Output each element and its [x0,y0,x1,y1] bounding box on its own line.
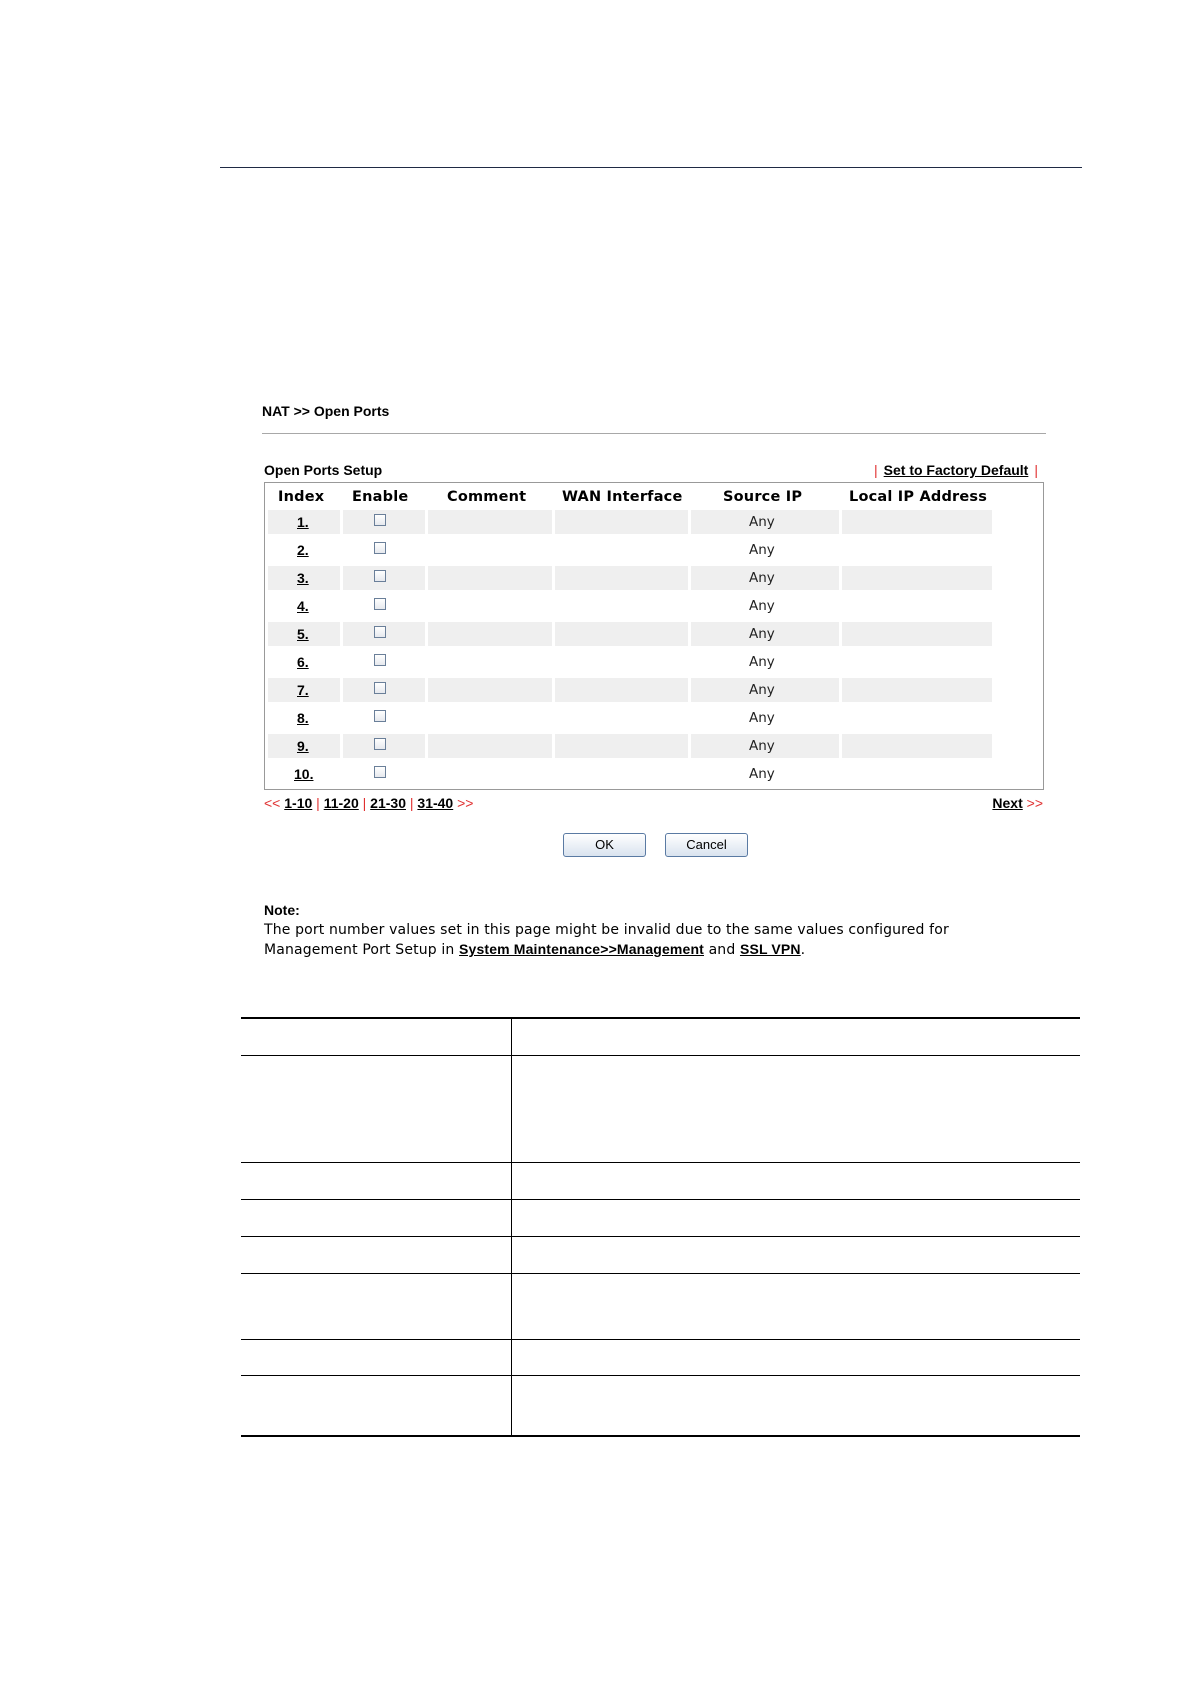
separator: | [1034,462,1038,478]
column-header-enable: Enable [352,489,409,505]
table-cell [842,510,992,534]
table-cell [555,566,688,590]
table-cell [842,538,992,562]
source-ip-value: Any [749,710,775,726]
table-cell [428,566,552,590]
source-ip-value: Any [749,626,775,642]
pagination [264,795,473,811]
table-cell [555,706,688,730]
index-link[interactable]: 1. [297,514,309,530]
table-cell [428,622,552,646]
set-factory-default-link[interactable]: Set to Factory Default [883,462,1029,478]
description-table-rule [241,1236,1080,1237]
source-ip-value: Any [749,514,775,530]
table-row [268,650,1040,676]
next-arrow[interactable]: >> [1026,795,1043,811]
separator: | [362,795,367,811]
description-table-rule [241,1199,1080,1200]
column-header-index: Index [278,489,325,505]
source-ip-value: Any [749,738,775,754]
table-cell [842,622,992,646]
description-table-rule [241,1055,1080,1056]
index-link[interactable]: 4. [297,598,309,614]
next-link[interactable]: Next [992,795,1023,811]
source-ip-value: Any [749,542,775,558]
description-table-top-border [241,1017,1080,1019]
description-table-rule [241,1162,1080,1163]
table-cell [555,734,688,758]
breadcrumb: NAT >> Open Ports [262,403,390,419]
table-row [268,510,1040,536]
index-link[interactable]: 5. [297,626,309,642]
open-ports-table [264,482,1044,790]
table-cell [555,650,688,674]
enable-checkbox[interactable] [374,654,386,666]
source-ip-value: Any [749,570,775,586]
table-row [268,622,1040,648]
table-row [268,734,1040,760]
table-cell [842,566,992,590]
separator: | [316,795,320,811]
enable-checkbox[interactable] [374,598,386,610]
table-cell [428,734,552,758]
index-link[interactable]: 6. [297,654,309,670]
source-ip-value: Any [749,654,775,670]
table-cell [428,762,552,786]
column-header-comment: Comment [447,489,527,505]
table-row [268,594,1040,620]
column-header-wan-interface: WAN Interface [562,489,683,505]
table-row [268,566,1040,592]
separator: | [874,462,878,478]
description-table-rule [241,1273,1080,1274]
separator: | [409,795,414,811]
table-cell [428,678,552,702]
table-cell [842,706,992,730]
source-ip-value: Any [749,682,775,698]
table-cell [555,678,688,702]
index-link[interactable]: 3. [297,570,309,586]
table-row [268,762,1040,788]
enable-checkbox[interactable] [374,626,386,638]
table-cell [428,706,552,730]
description-table-bottom-border [241,1435,1080,1437]
table-cell [555,538,688,562]
breadcrumb-divider [262,433,1046,434]
index-link[interactable]: 2. [297,542,309,558]
index-link[interactable]: 9. [297,738,309,754]
table-cell [428,650,552,674]
enable-checkbox[interactable] [374,570,386,582]
table-cell [842,594,992,618]
pager-more[interactable]: >> [457,795,474,811]
next-page [992,795,1043,811]
index-link[interactable]: 8. [297,710,309,726]
ssl-vpn-link[interactable]: SSL VPN [739,941,801,957]
table-cell [428,594,552,618]
note-text-part: The port number values set in this page might be invalid due to the same values configured for Management Port Setup in [264,922,949,958]
section-title: Open Ports Setup [264,462,383,478]
table-row [268,678,1040,704]
source-ip-value: Any [749,766,775,782]
table-cell [842,734,992,758]
enable-checkbox[interactable] [374,766,386,778]
note-text [264,921,1024,960]
ok-button[interactable]: OK [563,833,646,857]
table-cell [555,510,688,534]
description-table-rule [241,1339,1080,1340]
table-cell [428,510,552,534]
system-maintenance-link[interactable]: System Maintenance>>Management [459,941,704,957]
table-cell [842,678,992,702]
table-cell [555,594,688,618]
index-link[interactable]: 10. [294,766,314,782]
index-link[interactable]: 7. [297,682,309,698]
table-cell [842,650,992,674]
page-top-rule [220,167,1082,168]
note-text-part: . [800,942,806,958]
enable-checkbox[interactable] [374,738,386,750]
enable-checkbox[interactable] [374,542,386,554]
enable-checkbox[interactable] [374,514,386,526]
note-title: Note: [264,902,300,918]
factory-default-area [868,462,1044,478]
column-header-source-ip: Source IP [723,489,803,505]
column-header-local-ip: Local IP Address [849,489,988,505]
table-cell [842,762,992,786]
enable-checkbox[interactable] [374,682,386,694]
description-table-rule [241,1375,1080,1376]
page-link-31-40[interactable]: 31-40 [417,795,454,811]
page-link-11-20[interactable]: 11-20 [323,795,359,811]
enable-checkbox[interactable] [374,710,386,722]
table-row [268,706,1040,732]
table-row [268,538,1040,564]
source-ip-value: Any [749,598,775,614]
table-cell [555,762,688,786]
page-link-21-30[interactable]: 21-30 [370,795,406,811]
table-cell [428,538,552,562]
table-cell [555,622,688,646]
pager-prev[interactable]: << [264,795,281,811]
cancel-button[interactable]: Cancel [665,833,748,857]
description-table-column-divider [511,1018,512,1436]
note-text-part: and [703,942,740,958]
page-link-1-10[interactable]: 1-10 [284,795,313,811]
